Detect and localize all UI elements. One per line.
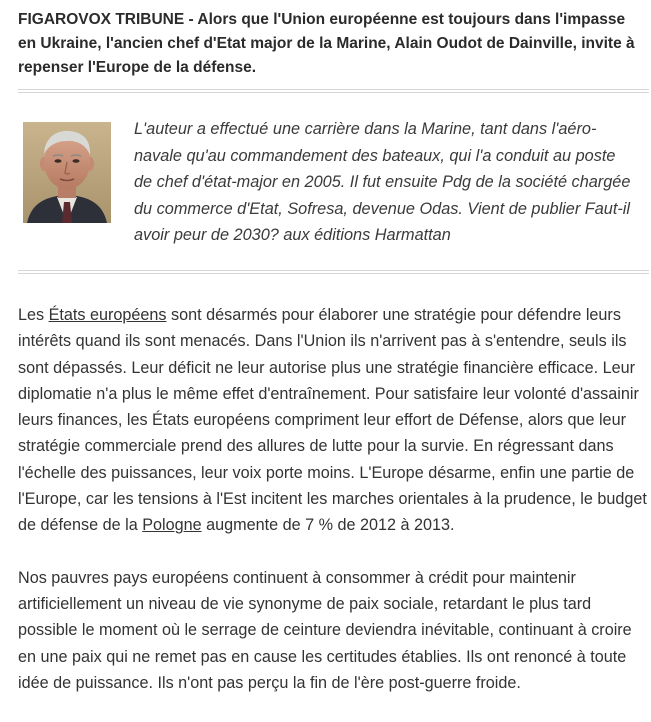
article-paragraph-1 — [18, 302, 648, 539]
link-etats-europeens[interactable]: États européens — [48, 306, 167, 324]
top-divider — [18, 89, 649, 93]
paragraph-text: augmente de 7 % de 2012 à 2013. — [201, 516, 455, 535]
article-chapeau — [18, 8, 644, 80]
article-paragraph-2: Nos pauvres pays européens continuent à consommer à crédit pour maintenir artificiellement un niveau de vie synonyme de paix sociale, retardant le plus tard possible le moment où le serrage de ceinture deviendra inévitable, continuant à croire en une paix qui ne remet pas en cause les certitudes établies. Ils ont renoncé à toute idée de puissance. Ils n'ont pas perçu la fin de l'ère post-guerre froide. — [18, 568, 632, 692]
author-portrait — [23, 122, 111, 223]
bio-bottom-divider — [18, 270, 649, 274]
article-body — [18, 302, 648, 722]
link-pologne[interactable]: Pologne — [142, 516, 202, 535]
paragraph-text: Les — [18, 306, 49, 324]
chapeau-kicker: FIGAROVOX TRIBUNE — [18, 11, 185, 28]
paragraph-text: sont désarmés pour élaborer une stratégie pour défendre leurs intérêts quand ils sont menacés. Dans l'Union ils n'arrivent pas à s'entendre, seuls ils sont dépassés. Leur déficit ne leur autorise plus une stratégie financière efficace. Leur diplomatie n'a plus le même effet d'entraînement. Pour satisfaire leur volonté d'assainir leurs finances, les États européens compriment leur effort de Défense, alors que leur stratégie commerciale prend des allures de lutte pour la survie. En régressant dans l'échelle des puissances, leur voix porte moins. L'Europe désarme, enfin une partie de l'Europe, car les tensions à l'Est incitent les marches orientales à la prudence, le budget de défense de la — [18, 306, 647, 535]
author-bio-box — [18, 112, 649, 262]
author-bio-text: L'auteur a effectué une carrière dans la Marine, tant dans l'aéro-navale qu'au commandement des bateaux, qui l'a conduit au poste de chef d'état-major en 2005. Il fut ensuite Pdg de la société chargée du commerce d'Etat, Sofresa, devenue Odas. Vient de publier Faut-il avoir peur de 2030? aux éditions Harmattan — [134, 120, 631, 244]
chapeau-text: Alors que l'Union européenne est toujours dans l'impasse en Ukraine, l'ancien chef d'Etat major de la Marine, Alain Oudot de Dainville, invite à repenser l'Europe de la défense. — [18, 11, 635, 76]
chapeau-separator: - — [184, 11, 198, 28]
